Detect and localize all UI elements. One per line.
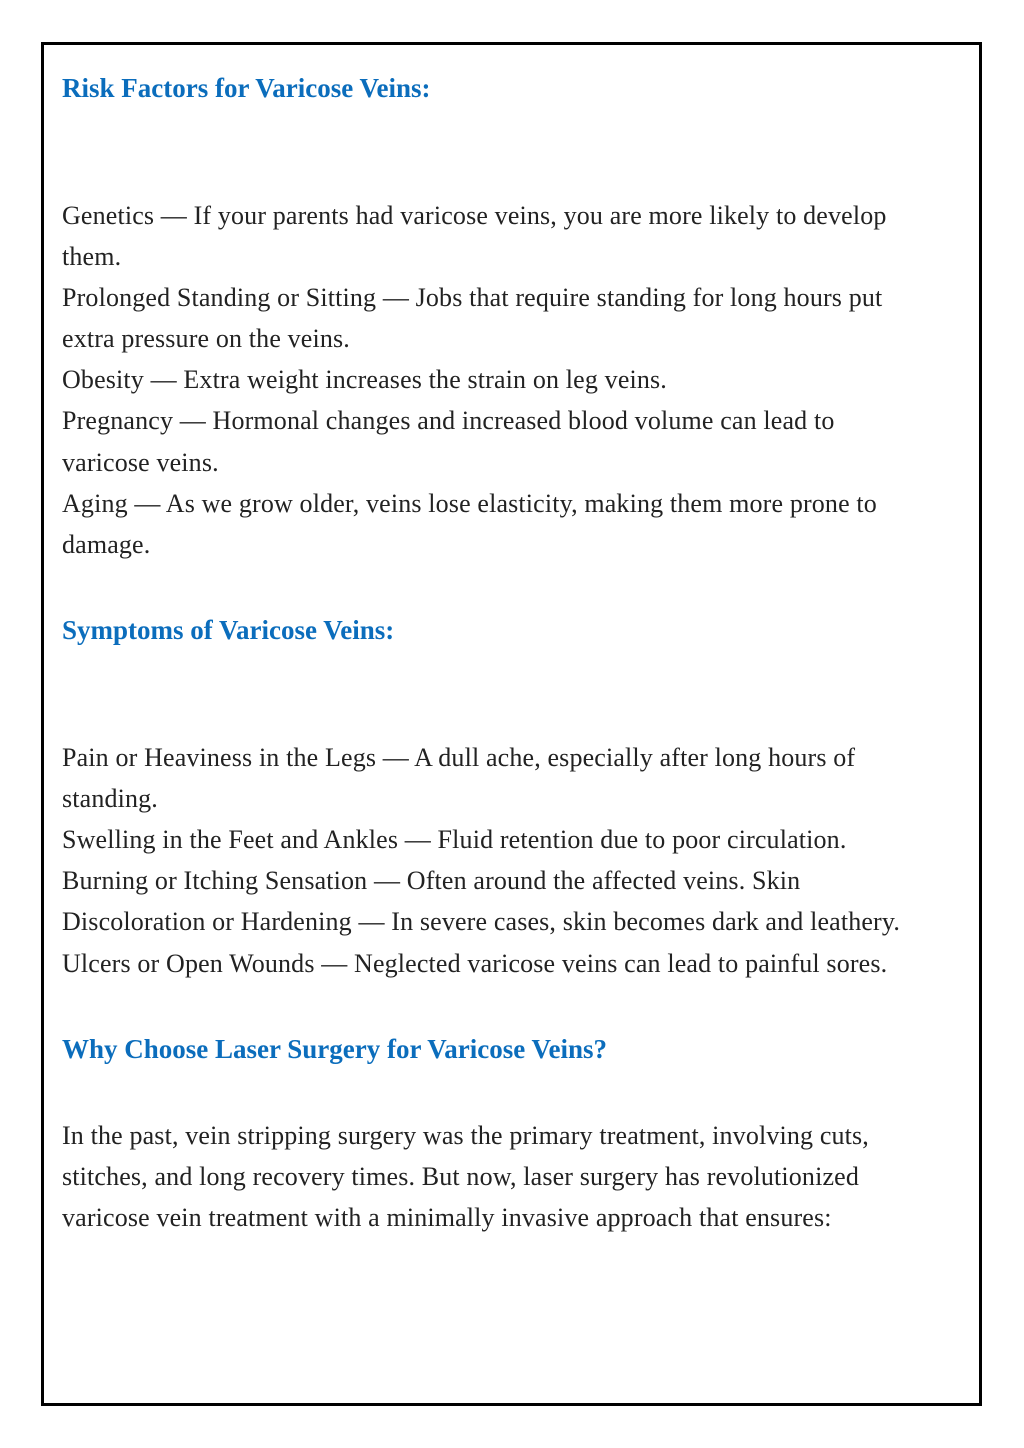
body-text-line: standing. bbox=[62, 784, 158, 813]
body-text-line: Swelling in the Feet and Ankles — Fluid retention due to poor circulation. bbox=[62, 825, 847, 854]
body-text-line: In the past, vein stripping surgery was the primary treatment, involving cuts, bbox=[62, 1121, 869, 1150]
body-text-line: varicose veins. bbox=[62, 448, 219, 477]
body-text-line: Genetics — If your parents had varicose veins, you are more likely to develop bbox=[62, 201, 887, 230]
body-text-line: Aging — As we grow older, veins lose elasticity, making them more prone to bbox=[62, 489, 877, 518]
section-heading: Symptoms of Varicose Veins: bbox=[62, 615, 395, 645]
body-text-line: damage. bbox=[62, 530, 151, 559]
body-text-line: Prolonged Standing or Sitting — Jobs that require standing for long hours put bbox=[62, 283, 883, 312]
body-text-line: extra pressure on the veins. bbox=[62, 324, 350, 353]
body-text-line: Obesity — Extra weight increases the strain on leg veins. bbox=[62, 365, 667, 394]
body-text-line: Burning or Itching Sensation — Often around the affected veins. Skin bbox=[62, 866, 801, 895]
body-text-line: Pain or Heaviness in the Legs — A dull ache, especially after long hours of bbox=[62, 743, 856, 772]
body-text-line: varicose vein treatment with a minimally invasive approach that ensures: bbox=[62, 1203, 832, 1232]
body-text-line: them. bbox=[62, 242, 122, 271]
body-text-line: Pregnancy — Hormonal changes and increased blood volume can lead to bbox=[62, 406, 835, 435]
section-heading: Why Choose Laser Surgery for Varicose Veins? bbox=[62, 1034, 608, 1064]
body-text-line: stitches, and long recovery times. But now, laser surgery has revolutionized bbox=[62, 1162, 859, 1191]
section-heading: Risk Factors for Varicose Veins: bbox=[62, 73, 431, 103]
body-text-line: Ulcers or Open Wounds — Neglected varicose veins can lead to painful sores. bbox=[62, 949, 888, 978]
body-text-line: Discoloration or Hardening — In severe cases, skin becomes dark and leathery. bbox=[62, 907, 900, 936]
